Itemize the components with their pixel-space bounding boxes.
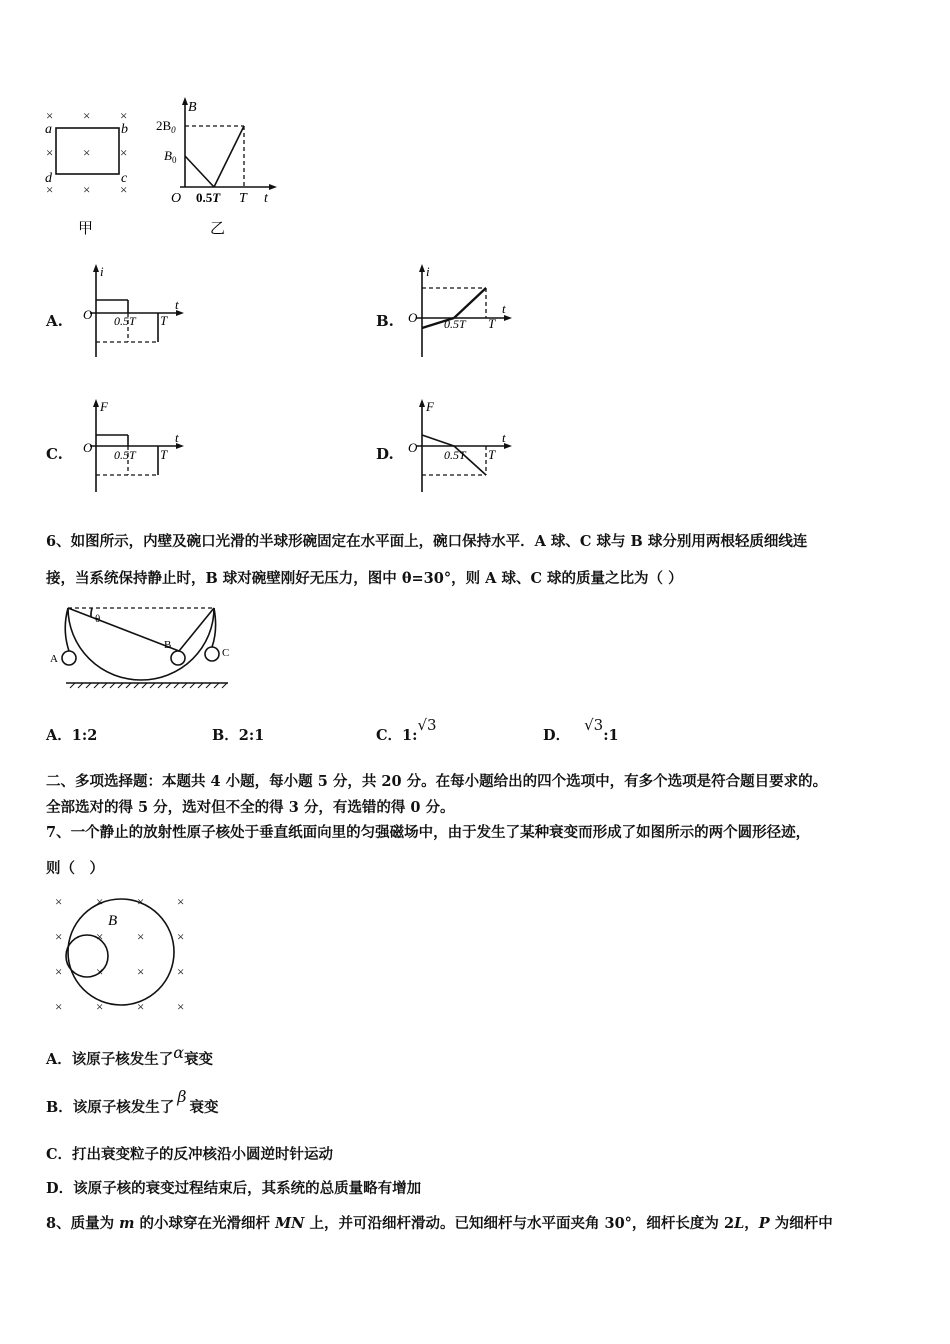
- svg-text:×: ×: [83, 182, 91, 197]
- svg-text:×: ×: [55, 964, 63, 979]
- svg-text:×: ×: [55, 929, 63, 944]
- svg-text:×: ×: [96, 894, 104, 909]
- svg-text:t: t: [502, 430, 506, 445]
- svg-text:i: i: [426, 264, 430, 279]
- svg-text:O: O: [408, 440, 418, 455]
- svg-text:×: ×: [120, 182, 128, 197]
- svg-text:i: i: [100, 264, 104, 279]
- q7-magnetic-field-figure: [46, 890, 196, 1018]
- q6-option-b[interactable]: B．2:1: [212, 727, 265, 744]
- axis-B: B: [188, 100, 197, 115]
- corner-b: b: [121, 122, 128, 137]
- q6-option-a[interactable]: A．1:2: [46, 727, 98, 744]
- svg-text:O: O: [171, 191, 182, 206]
- corner-d: d: [45, 171, 52, 186]
- svg-text:×: ×: [46, 108, 54, 123]
- svg-text:0.5T: 0.5T: [114, 448, 136, 462]
- section2-heading-line2: 全部选对的得 5 分，选对但不全的得 3 分，有选错的得 0 分。: [46, 799, 455, 816]
- svg-text:T: T: [160, 447, 168, 462]
- svg-text:×: ×: [137, 964, 145, 979]
- option-b-graph[interactable]: [404, 262, 519, 362]
- option-c-graph[interactable]: [80, 397, 190, 497]
- corner-a: a: [45, 122, 52, 137]
- q7-option-a[interactable]: A．该原子核发生了α衰变: [46, 1043, 214, 1068]
- svg-text:2B0: $2B_0$: [156, 118, 176, 135]
- svg-text:T: T: [488, 316, 496, 331]
- svg-text:θ: θ: [95, 613, 101, 625]
- svg-text:×: ×: [177, 999, 185, 1014]
- q7-option-c[interactable]: C．打出衰变粒子的反冲核沿小圆逆时针运动: [46, 1146, 334, 1163]
- svg-text:0.5T: 0.5T: [114, 314, 136, 328]
- svg-text:t: t: [502, 301, 506, 316]
- svg-text:T: T: [160, 313, 168, 328]
- option-a-label: A.: [46, 312, 63, 330]
- svg-text:A: A: [50, 653, 58, 665]
- svg-text:×: ×: [177, 894, 185, 909]
- svg-text:×: ×: [96, 999, 104, 1014]
- corner-c: c: [121, 171, 128, 186]
- svg-text:×: ×: [46, 145, 54, 160]
- svg-text:O: O: [83, 440, 93, 455]
- option-c-label: C.: [46, 445, 63, 463]
- svg-text:×: ×: [137, 894, 145, 909]
- svg-text:t: t: [175, 297, 179, 312]
- svg-text:F: F: [100, 399, 108, 414]
- svg-text:×: ×: [120, 145, 128, 160]
- svg-text:×: ×: [96, 929, 104, 944]
- option-d-graph[interactable]: [404, 397, 519, 497]
- q7-stem-line1: 7、一个静止的放射性原子核处于垂直纸面向里的匀强磁场中，由于发生了某种衰变而形成了如图所示的两个圆形径迹，: [46, 824, 811, 841]
- section2-heading-line1: 二、多项选择题：本题共 4 小题，每小题 5 分，共 20 分。在每小题给出的四个选项中，有多个选项是符合题目要求的。: [46, 773, 828, 790]
- svg-text:×: ×: [83, 145, 91, 160]
- figure-yi-B-t-graph: [155, 95, 285, 240]
- svg-text:×: ×: [96, 964, 104, 979]
- svg-text:t: t: [264, 191, 268, 206]
- svg-text:×: ×: [137, 999, 145, 1014]
- svg-text:T: T: [488, 447, 496, 462]
- svg-text:0.5T: 0.5T: [196, 190, 221, 205]
- figure-jia: [40, 100, 150, 240]
- svg-text:C: C: [222, 647, 230, 659]
- option-b-label: B.: [376, 312, 394, 330]
- svg-text:×: ×: [177, 964, 185, 979]
- q7-option-d[interactable]: D．该原子核的衰变过程结束后，其系统的总质量略有增加: [46, 1180, 422, 1197]
- caption-jia: 甲: [78, 221, 94, 237]
- svg-text:×: ×: [137, 929, 145, 944]
- q6-option-c[interactable]: C．1:√3: [376, 716, 437, 744]
- svg-text:T: T: [239, 191, 247, 206]
- q7-stem-line2: 则（ ）: [46, 860, 104, 877]
- svg-text:B0: $B_0$: [164, 148, 177, 165]
- svg-text:×: ×: [55, 999, 63, 1014]
- q6-bowl-figure: [44, 600, 244, 692]
- svg-text:×: ×: [55, 894, 63, 909]
- field-label-B: B: [108, 913, 118, 929]
- q8-stem: 8、质量为 m 的小球穿在光滑细杆 MN 上，并可沿细杆滑动。已知细杆与水平面夹角 30°，细杆长度为 2L，P 为细杆中: [46, 1215, 833, 1232]
- caption-yi: 乙: [210, 221, 226, 237]
- option-a-graph[interactable]: [80, 262, 190, 362]
- svg-text:0.5T: 0.5T: [444, 317, 466, 331]
- svg-text:×: ×: [177, 929, 185, 944]
- q6-stem-line2: 接，当系统保持静止时，B 球对碗壁刚好无压力，图中 θ=30°，则 A 球、C 球的质量之比为（ ）: [46, 570, 683, 587]
- svg-text:B: B: [164, 639, 172, 651]
- svg-text:F: F: [426, 399, 434, 414]
- svg-text:O: O: [83, 307, 93, 322]
- q7-option-b[interactable]: B．该原子核发生了β衰变: [46, 1087, 219, 1116]
- svg-text:×: ×: [83, 108, 91, 123]
- option-d-label: D.: [376, 445, 394, 463]
- q6-option-d[interactable]: D．√3:1: [543, 716, 619, 744]
- svg-text:×: ×: [46, 182, 54, 197]
- svg-text:0.5T: 0.5T: [444, 448, 466, 462]
- q6-stem-line1: 6、如图所示，内壁及碗口光滑的半球形碗固定在水平面上，碗口保持水平．A 球、C 球与 B 球分别用两根轻质细线连: [46, 533, 808, 550]
- svg-text:t: t: [175, 430, 179, 445]
- svg-text:×: ×: [120, 108, 128, 123]
- svg-text:O: O: [408, 310, 418, 325]
